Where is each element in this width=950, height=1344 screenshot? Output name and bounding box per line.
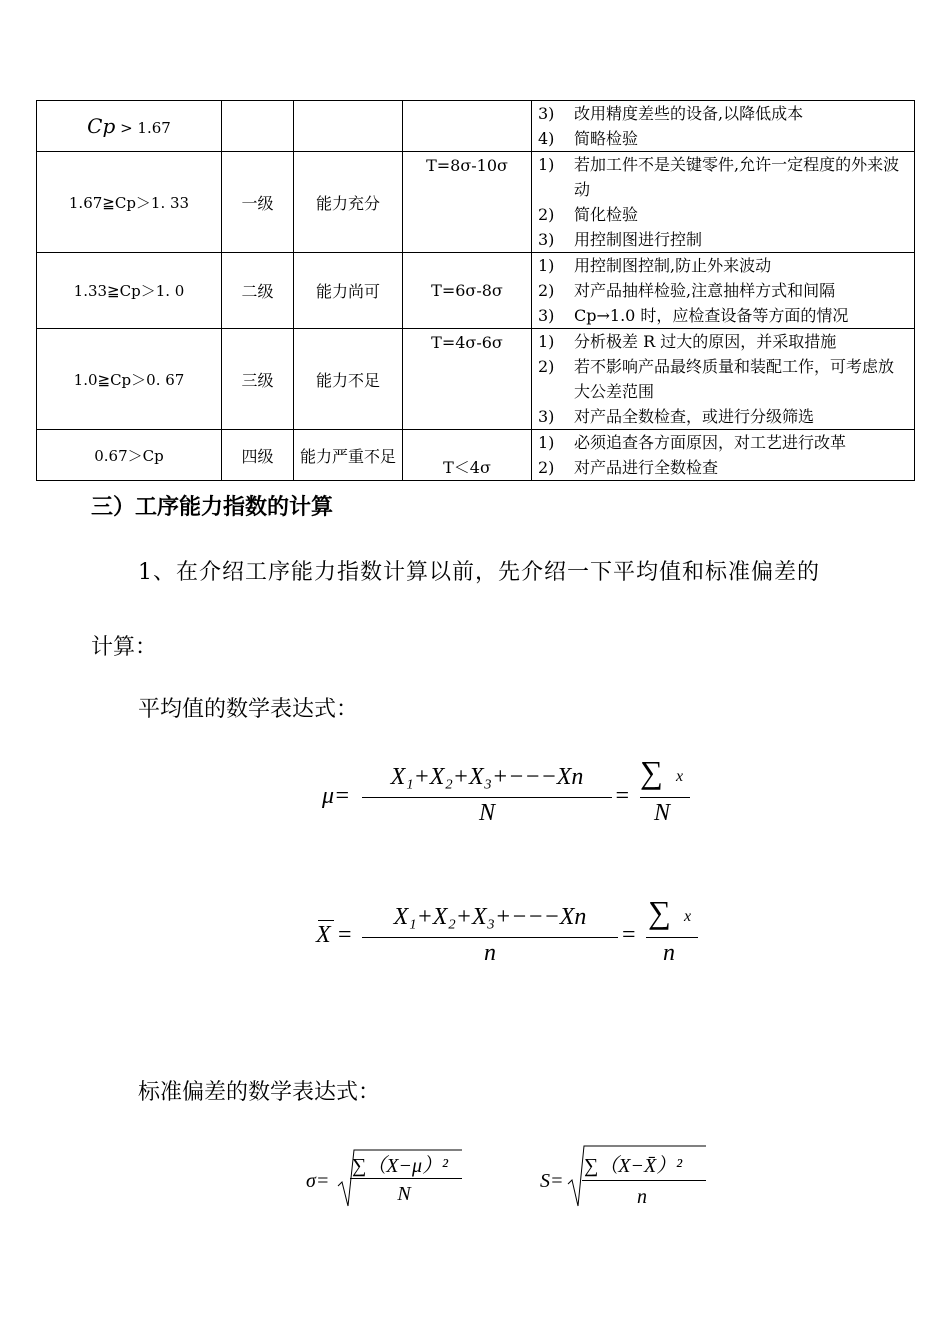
sum-variable: x [676,768,684,785]
summation-symbol: ∑ [640,754,663,790]
mean-denominator: N [478,800,495,826]
tolerance-cell: T=6σ-8σ [403,253,532,329]
fraction-bar [646,937,698,938]
intro-paragraph-continued: 计算： [91,635,158,660]
grade-cell: 三级 [222,329,294,430]
grade-cell: 一级 [222,152,294,253]
s-denominator: n [637,1186,647,1208]
sum-variable: x [684,908,692,925]
cp-range-cell: 1.33≧Cp＞1. 0 [37,253,222,329]
measures-cell [532,253,915,329]
s-lhs: S= [540,1170,564,1192]
fraction-bar [362,937,618,938]
cp-range-cell: 1.0≧Cp＞0. 67 [37,329,222,430]
list-item: 2) 若不影响产品最终质量和装配工作，可考虑放大公差范围 [538,357,895,401]
s-numerator: ∑（X−X̄）² [584,1155,683,1177]
fraction-bar [362,797,612,798]
sum-denominator: n [663,940,675,966]
cp-range-cell [37,101,222,152]
measures-cell [532,101,915,152]
list-item: 1) 用控制图控制,防止外来波动 [538,256,772,275]
fraction-bar [640,797,690,798]
summation-symbol: ∑ [648,894,671,930]
table-row [37,430,915,481]
list-item: 1) 若加工件不是关键零件,允许一定程度的外来波动 [538,155,900,199]
cp-range-text: > 1.67 [120,119,171,137]
list-item: 3) 用控制图进行控制 [538,230,703,249]
measures-cell [532,329,915,430]
table-row [37,101,915,152]
equals-sign: = [338,922,352,948]
list-item: 1) 必须追查各方面原因，对工艺进行改革 [538,433,847,452]
tolerance-cell: T＜4σ [403,430,532,481]
sigma-lhs: σ= [306,1170,330,1192]
list-item: 2) 简化检验 [538,205,639,224]
cp-range-cell: 1.67≧Cp＞1. 33 [37,152,222,253]
list-item: 2) 对产品抽样检验,注意抽样方式和间隔 [538,281,836,300]
grade-cell [222,101,294,152]
table-row [37,152,915,253]
sum-denominator: N [653,800,670,826]
assessment-cell: 能力严重不足 [294,430,403,481]
measures-cell [532,152,915,253]
fraction-bar [582,1180,706,1181]
list-item: 3) 改用精度差些的设备,以降低成本 [538,104,804,123]
std-formula-label: 标准偏差的数学表达式： [138,1080,381,1105]
intro-paragraph: 1、在介绍工序能力指数计算以前，先介绍一下平均值和标准偏差的 [138,560,820,585]
assessment-cell: 能力充分 [294,152,403,253]
xbar-lhs: X [316,922,331,948]
mean-numerator: X₁+X₂+X₃+−−−Xn [390,764,584,790]
cp-symbol: Cp [87,114,116,138]
measures-cell [532,430,915,481]
list-item: 2) 对产品进行全数检查 [538,458,719,477]
tolerance-cell: T=4σ-6σ [403,329,532,430]
list-item: 4) 简略检验 [538,129,639,148]
list-item: 1) 分析极差 R 过大的原因，并采取措施 [538,332,837,351]
mu-lhs: μ= [322,783,351,809]
mean-formula-label: 平均值的数学表达式： [138,697,359,722]
list-item: 3) 对产品全数检查，或进行分级筛选 [538,407,815,426]
tolerance-cell [403,101,532,152]
table-row [37,253,915,329]
grade-cell: 二级 [222,253,294,329]
assessment-cell: 能力不足 [294,329,403,430]
grade-cell: 四级 [222,430,294,481]
process-capability-table [36,100,915,481]
sample-numerator: X₁+X₂+X₃+−−−Xn [393,904,587,930]
list-item: 3) Cp→1.0 时，应检查设备等方面的情况 [538,306,849,325]
cp-range-cell: 0.67＞Cp [37,430,222,481]
assessment-cell [294,101,403,152]
equals-sign: = [614,783,631,809]
sample-denominator: n [484,940,496,966]
assessment-cell: 能力尚可 [294,253,403,329]
overline [318,920,334,921]
table-row [37,329,915,430]
fraction-bar [350,1178,462,1179]
tolerance-cell: T=8σ-10σ [403,152,532,253]
section-heading: 三）工序能力指数的计算 [91,494,334,520]
sigma-denominator: N [397,1183,411,1205]
equals-sign: = [622,922,636,948]
sigma-numerator: ∑（X−μ）² [352,1155,449,1177]
